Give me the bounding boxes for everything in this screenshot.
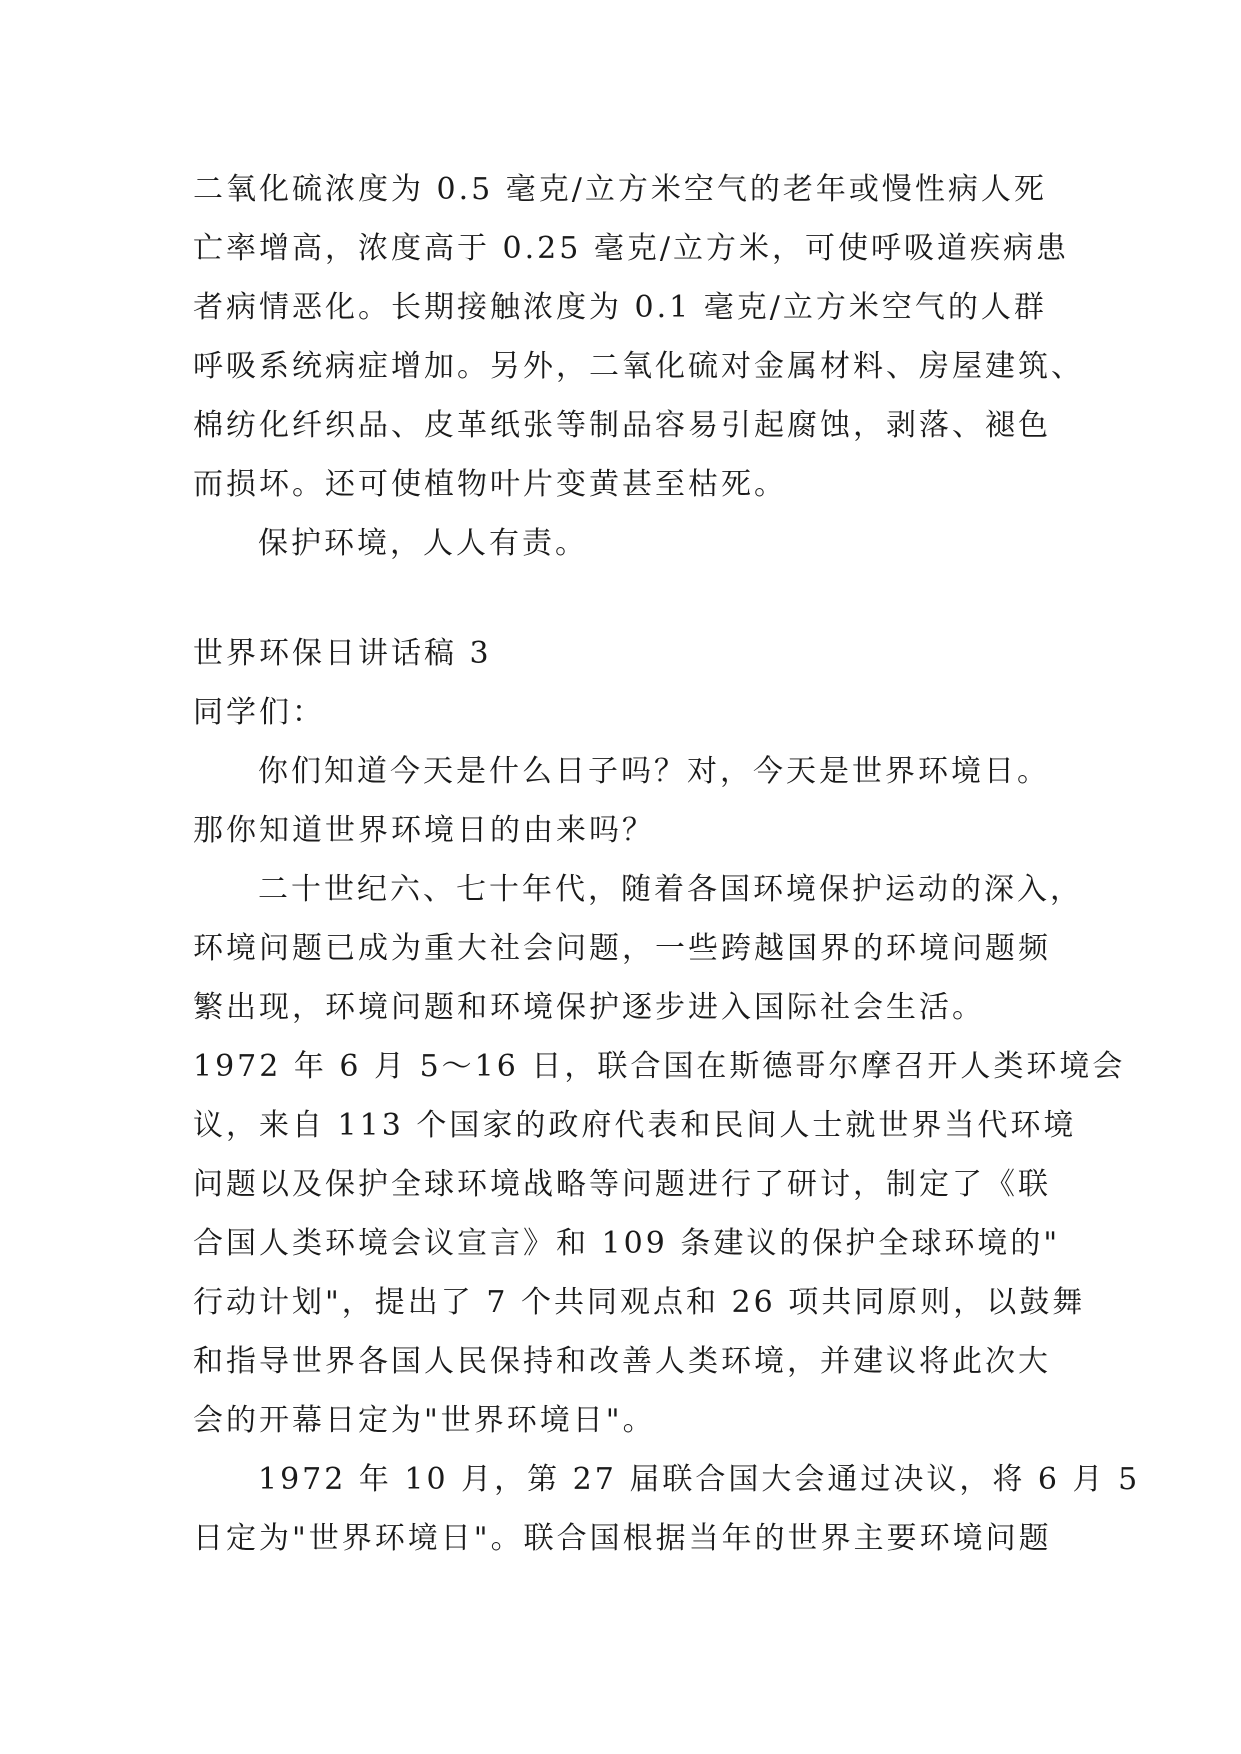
paragraph-history xyxy=(193,860,1126,1450)
text-line: 二十世纪六、七十年代，随着各国环境保护运动的深入， xyxy=(258,872,1083,907)
text-line: 者病情恶化。长期接触浓度为 0.1 毫克/立方米空气的人群 xyxy=(193,290,1047,325)
section-title: 世界环保日讲话稿 3 xyxy=(193,636,492,671)
text-line: 会的开幕日定为"世界环境日"。 xyxy=(193,1403,656,1438)
text-line: 亡率增高，浓度高于 0.25 毫克/立方米，可使呼吸道疾病患 xyxy=(193,231,1069,266)
text-line: 你们知道今天是什么日子吗？对，今天是世界环境日。 xyxy=(258,754,1050,789)
text-line: 议，来自 113 个国家的政府代表和民间人士就世界当代环境 xyxy=(193,1108,1077,1143)
text-line: 日定为"世界环境日"。联合国根据当年的世界主要环境问题 xyxy=(193,1521,1052,1556)
text-line: 1972 年 6 月 5～16 日，联合国在斯德哥尔摩召开人类环境会 xyxy=(193,1049,1126,1084)
text-line: 繁出现，环境问题和环境保护逐步进入国际社会生活。 xyxy=(193,990,985,1025)
paragraph-sulfur-dioxide xyxy=(193,160,1084,514)
document-page xyxy=(193,160,1141,1568)
text-line: 那你知道世界环境日的由来吗？ xyxy=(193,813,655,848)
paragraph-question xyxy=(193,742,1053,860)
text-line: 二氧化硫浓度为 0.5 毫克/立方米空气的老年或慢性病人死 xyxy=(193,172,1047,207)
paragraph-protect-environment: 保护环境，人人有责。 xyxy=(258,526,588,561)
text-line: 而损坏。还可使植物叶片变黄甚至枯死。 xyxy=(193,467,787,502)
text-line: 问题以及保护全球环境战略等问题进行了研讨，制定了《联 xyxy=(193,1167,1051,1202)
text-line: 棉纺化纤织品、皮革纸张等制品容易引起腐蚀，剥落、褪色 xyxy=(193,408,1051,443)
text-line: 呼吸系统病症增加。另外，二氧化硫对金属材料、房屋建筑、 xyxy=(193,349,1084,384)
text-line: 1972 年 10 月，第 27 届联合国大会通过决议，将 6 月 5 xyxy=(258,1462,1141,1497)
text-line: 和指导世界各国人民保持和改善人类环境，并建议将此次大 xyxy=(193,1344,1051,1379)
section-spacer xyxy=(193,573,1053,624)
paragraph-un-resolution xyxy=(193,1450,1141,1568)
salutation: 同学们： xyxy=(193,695,325,730)
text-line: 环境问题已成为重大社会问题，一些跨越国界的环境问题频 xyxy=(193,931,1051,966)
text-line: 合国人类环境会议宣言》和 109 条建议的保护全球环境的" xyxy=(193,1226,1061,1261)
text-line: 行动计划"，提出了 7 个共同观点和 26 项共同原则，以鼓舞 xyxy=(193,1285,1086,1320)
